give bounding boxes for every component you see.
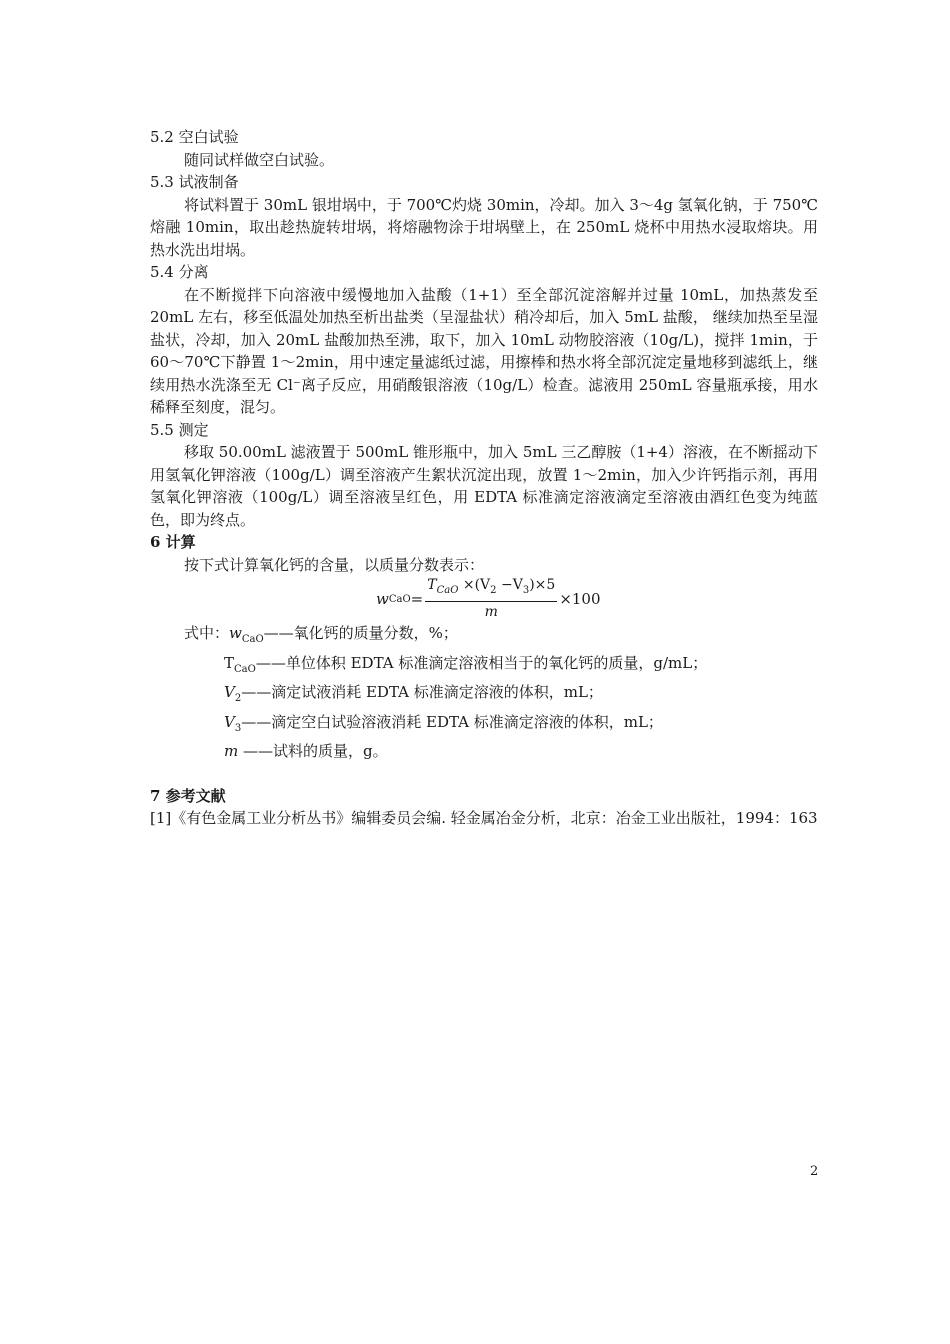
def-v2: $V_2——$滴定试液消耗 EDTA 标准滴定溶液的体积，mL； bbox=[224, 683, 603, 704]
def-m: m ——试料的质量，g。 bbox=[224, 742, 388, 760]
formula-denominator: m bbox=[484, 603, 498, 620]
def-v3: $V_3——$滴定空白试验溶液消耗 EDTA 标准滴定溶液的体积，mL； bbox=[224, 712, 663, 734]
calculation-formula bbox=[150, 576, 818, 622]
document-page bbox=[150, 126, 818, 830]
section-5-2-heading: 5.2 空白试验 bbox=[150, 128, 239, 146]
formula-equals: = bbox=[410, 590, 424, 608]
formula-factor: ×100 bbox=[559, 590, 601, 608]
section-7-heading: 7 参考文献 bbox=[150, 786, 226, 805]
formula-lhs-symbol: w bbox=[376, 590, 389, 608]
section-5-3-body: 将试料置于 30mL 银坩埚中，于 700℃灼烧 30min，冷却。加入 3～4g 氢氧化钠，于 750℃熔融 10min，取出趁热旋转坩埚，将熔融物涂于坩埚壁上，在 250mL 烧杯中用热水浸取熔块。用热水洗出坩埚。 bbox=[150, 195, 818, 259]
section-5-5-body: 移取 50.00mL 滤液置于 500mL 锥形瓶中，加入 5mL 三乙醇胺（1+4）溶液，在不断摇动下用氢氧化钾溶液（100g/L）调至溶液产生絮状沉淀出现，放置 1～2min，加入少许钙指示剂，再用氢氧化钾溶液（100g/L）调至溶液呈红色，用 EDTA 标准滴定溶液滴定至溶液由酒红色变为纯蓝色，即为终点。 bbox=[150, 443, 818, 529]
def-t-cao: $T_{CaO}——$单位体积 EDTA 标准滴定溶液相当于的氧化钙的质量，g/mL； bbox=[224, 653, 708, 675]
section-6-intro: 按下式计算氧化钙的含量，以质量分数表示： bbox=[184, 555, 485, 574]
page-number: 2 bbox=[810, 1164, 819, 1179]
formula-numerator: $T_{CaO} \times(V_2 -V_3)\times 5$ bbox=[425, 576, 557, 602]
section-spacer bbox=[150, 763, 818, 785]
formula-lhs-subscript: CaO bbox=[388, 593, 411, 605]
reference-1: [1]《有色金属工业分析丛书》编辑委员会编. 轻金属冶金分析，北京：冶金工业出版社，1994：163 bbox=[150, 809, 818, 827]
section-5-4-heading: 5.4 分离 bbox=[150, 263, 209, 281]
formula-definitions bbox=[150, 622, 818, 763]
section-5-5-heading: 5.5 测定 bbox=[150, 420, 209, 439]
def-w-cao: 式中：$w_{CaO}——$氧化钙的质量分数，%； bbox=[184, 624, 458, 645]
section-5-3-heading: 5.3 试液制备 bbox=[150, 173, 239, 191]
section-5-2-body: 随同试样做空白试验。 bbox=[184, 150, 335, 169]
section-5-4-body: 在不断搅拌下向溶液中缓慢地加入盐酸（1+1）至全部沉淀溶解并过量 10mL，加热蒸发至 20mL 左右，移至低温处加热至析出盐类（呈湿盐状）稍冷却后，加入 5mL 盐酸， 继续加热至呈湿盐状，冷却，加入 20mL 盐酸加热至沸，取下，加入 10mL 动物胶溶液（10g/L)，搅拌 1min，于 60～70℃下静置 1～2min，用中速定量滤纸过滤，用擦棒和热水将全部沉淀定量地移到滤纸上，继续用热水洗涤至无 Cl⁻离子反应，用硝酸银溶液（10g/L）检查。滤液用 250mL 容量瓶承接，用水稀释至刻度，混匀。 bbox=[150, 285, 818, 416]
section-6-heading: 6 计算 bbox=[150, 533, 196, 551]
formula-fraction bbox=[425, 576, 557, 622]
